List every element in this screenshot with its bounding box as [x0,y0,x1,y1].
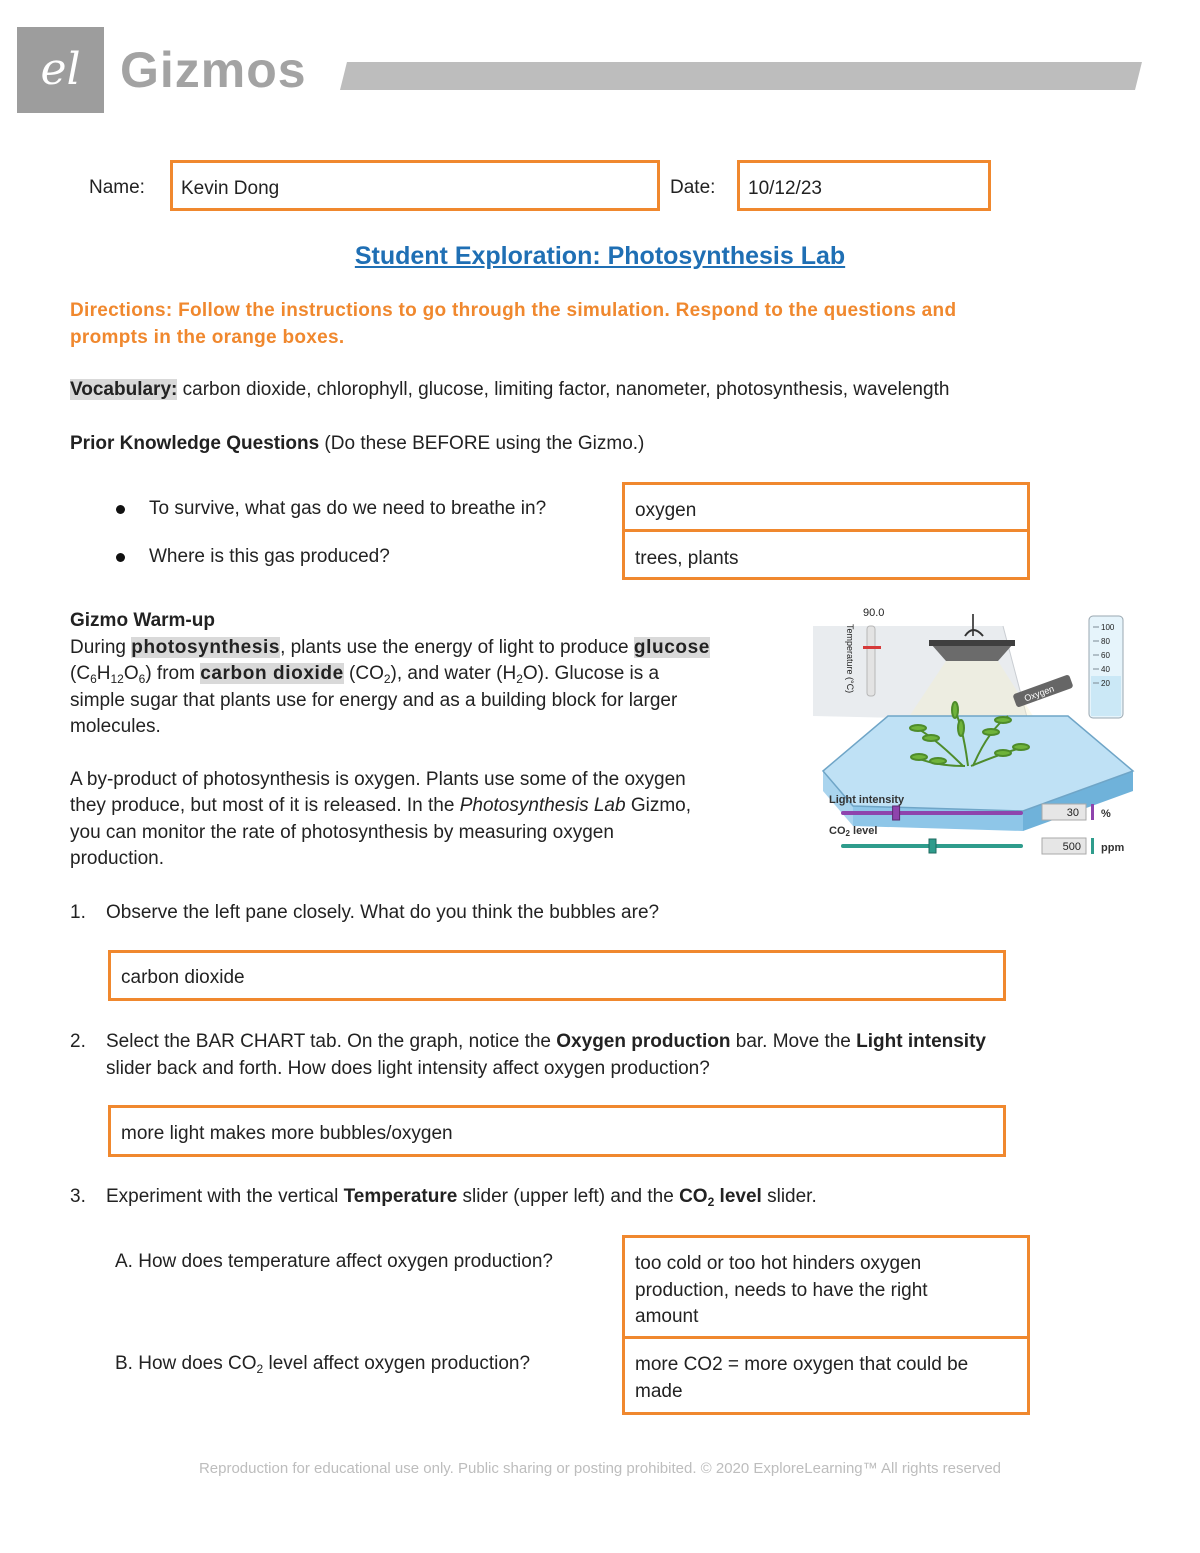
question-3a: A. How does temperature affect oxygen production? [115,1251,553,1272]
prior-knowledge-title: Prior Knowledge Questions [70,433,320,454]
warmup-p2-line4: production. [70,848,165,869]
beaker-tick-label: 20 [1101,679,1110,688]
co2-level-unit: ppm [1101,842,1125,854]
prior-knowledge-note: (Do these BEFORE using the Gizmo.) [319,433,645,454]
gizmo-simulation-image [813,606,1145,861]
co2-label: CO2 level [829,825,878,838]
prior-answer-2[interactable] [622,529,1030,580]
beaker-tick-label: 60 [1101,651,1110,660]
date-value: 10/12/23 [748,178,822,199]
header-bar [340,62,1142,90]
oxygen-tube-label: Oxygen [1022,683,1056,704]
temperature-label: Temperature (°C) [845,624,855,694]
prior-answer-1-text: oxygen [635,500,697,521]
beaker-tick-label: 80 [1101,637,1110,646]
prior-question-2: Where is this gas produced? [149,546,390,567]
answer-1[interactable] [108,950,1006,1001]
answer-3b[interactable] [622,1336,1030,1415]
answer-3a[interactable] [622,1235,1030,1339]
date-label: Date: [670,177,716,198]
name-value: Kevin Dong [181,178,280,199]
answer-3a-line: too cold or too hot hinders oxygen [635,1253,922,1274]
answer-3a-line: production, needs to have the right [635,1279,928,1301]
temperature-value: 90.0 [863,607,885,619]
warmup-p2-line2: they produce, but most of it is released. In the Photosynthesis Lab Gizmo, [70,795,692,816]
answer-2[interactable] [108,1105,1006,1157]
prior-knowledge-heading [70,431,1070,458]
answer-3b-line: more CO2 = more oxygen that could be [635,1354,969,1375]
answer-1-text: carbon dioxide [121,967,245,988]
light-intensity-unit: % [1101,808,1111,820]
bullet-icon [116,553,125,562]
prior-question-1: To survive, what gas do we need to breathe in? [149,498,547,519]
answer-3b-line: made [635,1380,683,1402]
page-title: Student Exploration: Photosynthesis Lab [354,242,846,270]
warmup-p1-line2: $(C_6H_{12}O_6)$ from carbon dioxide $(CO_2)$, and water $(H_2O)$. Glucose is a [70,663,660,686]
vocabulary-terms: carbon dioxide, chlorophyll, glucose, limiting factor, nanometer, photosynthesis, wavelength [177,379,950,400]
warmup-heading: Gizmo Warm-up [70,610,215,631]
prior-answer-2-text: trees, plants [635,548,739,569]
directions-line-2: prompts in the orange boxes. [70,327,345,348]
term-photosynthesis: photosynthesis [131,636,281,658]
answer-3a-line: amount [635,1306,699,1327]
el-logo-icon: el [40,44,81,95]
co2-level-thumb [929,839,936,853]
answer-2-text: more light makes more bubbles/oxygen [121,1123,453,1144]
warmup-p2-line1: A by-product of photosynthesis is oxygen. Plants use some of the oxygen [70,768,686,790]
bullet-icon [116,505,125,514]
prior-answer-1[interactable] [622,482,1030,532]
date-field[interactable] [737,160,991,211]
vocabulary-label: Vocabulary: [70,379,178,400]
light-intensity-value: 30 [1066,807,1079,819]
term-carbon-dioxide: carbon dioxide [200,663,344,684]
name-field[interactable] [170,160,660,211]
question-2: 2. Select the BAR CHART tab. On the graph, notice the Oxygen production bar. Move the Light intensity slider back and forth. How does light intensity affect oxygen production? [70,1031,986,1079]
beaker-tick-label: 40 [1101,665,1110,674]
name-label: Name: [89,177,145,198]
vocabulary-line [70,377,1150,404]
brand-name: Gizmos [120,42,307,98]
question-1: 1. Observe the left pane closely. What do you think the bubbles are? [70,902,660,923]
warmup-p2-line3: you can monitor the rate of photosynthesis by measuring oxygen [70,821,614,843]
warmup-p1-line3: simple sugar that plants use for energy and as a building block for larger [70,689,678,711]
light-intensity-label: Light intensity [829,794,905,806]
question-3b: B. How does $CO_2$ level affect oxygen production? [115,1353,531,1376]
term-glucose: glucose [633,636,710,658]
directions-line-1: Directions: Follow the instructions to go through the simulation. Respond to the questions and [70,300,957,321]
co2-level-value: 500 [1062,841,1081,853]
warmup-section [70,608,810,873]
directions [70,297,1080,351]
question-3: 3. Experiment with the vertical Temperature slider (upper left) and the $CO_2$ level slider. [70,1186,817,1209]
warmup-p1-line4: molecules. [70,716,161,737]
warmup-p1-line1: During photosynthesis, plants use the energy of light to produce glucose [70,636,710,658]
footer-copyright: Reproduction for educational use only. Public sharing or posting prohibited. © 2020 ExploreLearning™ All rights reserved [198,1460,1002,1477]
beaker-tick-label: 100 [1101,623,1115,632]
light-intensity-thumb [893,806,900,820]
